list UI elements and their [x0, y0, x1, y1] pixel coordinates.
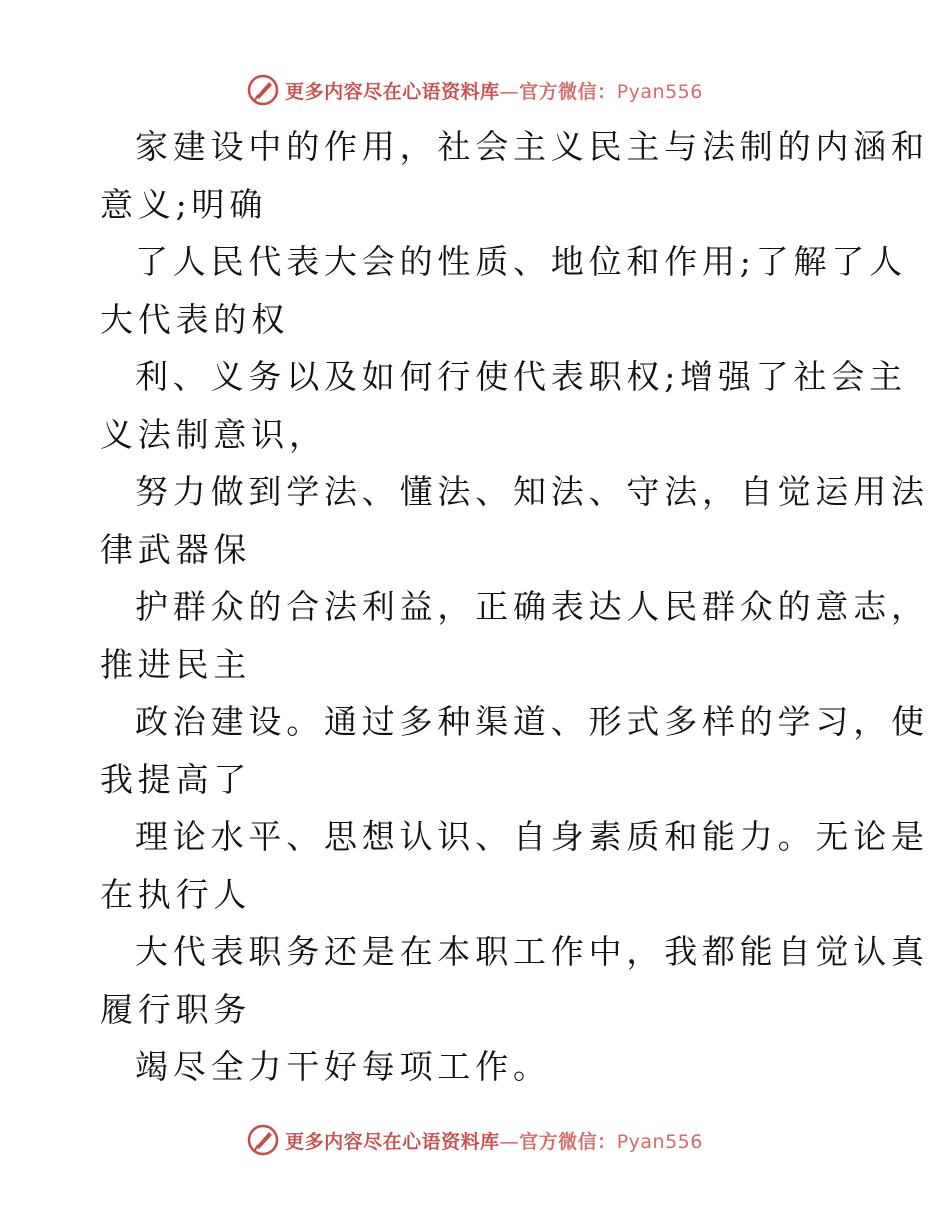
body-line: 大代表的权 — [100, 299, 289, 339]
body-line: 大代表职务还是在本职工作中，我都能自觉认真 — [135, 932, 929, 971]
body-line: 履行职务 — [100, 989, 252, 1029]
body-line: 政治建设。通过多种渠道、形式多样的学习，使 — [135, 702, 929, 741]
body-line: 我提高了 — [100, 759, 252, 799]
body-line: 意义;明确 — [100, 184, 268, 224]
body-line: 家建设中的作用，社会主义民主与法制的内涵和 — [135, 127, 929, 166]
body-line: 律武器保 — [100, 529, 252, 569]
footer-contact-id: Pyan556 — [616, 1130, 703, 1153]
body-line: 努力做到学法、懂法、知法、守法，自觉运用法 — [135, 472, 929, 511]
footer-contact-label: 官方微信： — [519, 1130, 617, 1153]
header-site-text: 更多内容尽在心语资料库 — [285, 80, 500, 103]
header-contact-label: 官方微信： — [519, 80, 617, 103]
body-line: 义法制意识， — [100, 414, 327, 454]
header-watermark-banner — [0, 70, 950, 110]
body-line: 竭尽全力干好每项工作。 — [135, 1047, 551, 1086]
quill-logo-icon — [247, 1124, 279, 1156]
footer-separator: — — [499, 1130, 520, 1153]
quill-logo-icon — [247, 74, 279, 106]
body-line: 了人民代表大会的性质、地位和作用;了解了人 — [135, 242, 907, 281]
document-body — [100, 118, 929, 1096]
body-line: 理论水平、思想认识、自身素质和能力。无论是 — [135, 817, 929, 856]
footer-watermark-banner — [0, 1120, 950, 1160]
header-separator: — — [499, 80, 520, 103]
body-line: 推进民主 — [100, 644, 252, 684]
body-line: 护群众的合法利益，正确表达人民群众的意志， — [135, 587, 929, 626]
body-line: 在执行人 — [100, 874, 252, 914]
body-line: 利、义务以及如何行使代表职权;增强了社会主 — [135, 357, 907, 396]
header-contact-id: Pyan556 — [616, 80, 703, 103]
footer-site-text: 更多内容尽在心语资料库 — [285, 1130, 500, 1153]
